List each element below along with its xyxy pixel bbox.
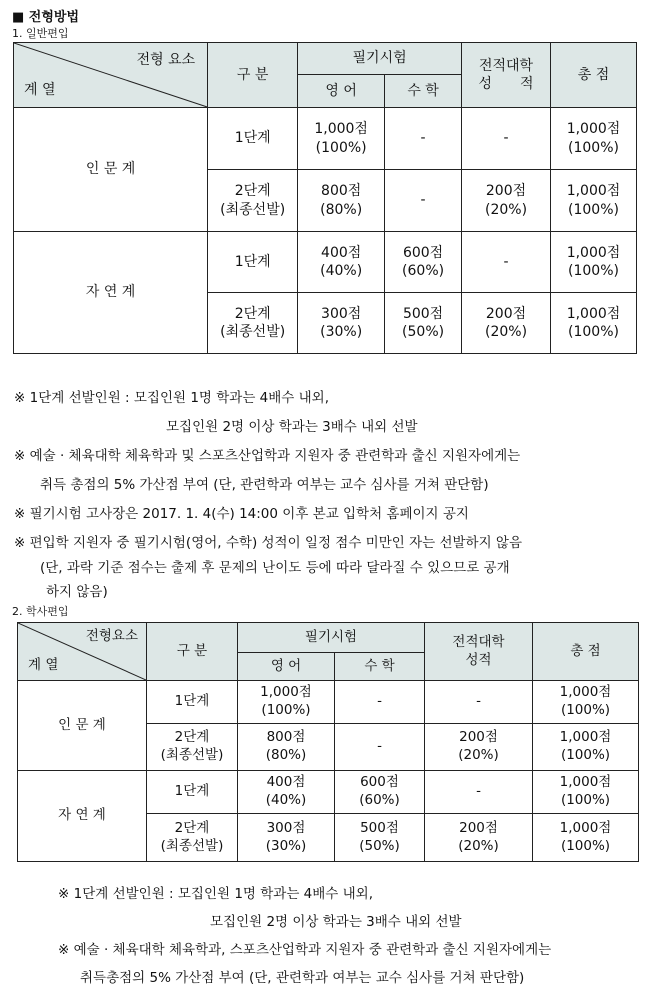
header-series: 계 열 — [24, 81, 56, 98]
stage-label: 1단계 — [234, 130, 271, 147]
stage-label: 1단계 — [234, 253, 271, 270]
math-score: - — [377, 693, 382, 710]
stage-label: 1단계 — [174, 693, 210, 710]
header-written-exam: 필기시험 — [238, 623, 425, 653]
header-prev-grades — [425, 623, 533, 681]
total-percent: (100%) — [560, 837, 611, 854]
stage-label: 2단계 — [234, 183, 271, 200]
note-line: ※ 1단계 선발인원 : 모집인원 1명 학과는 4배수 내외, — [58, 886, 373, 902]
english-percent: (100%) — [261, 702, 311, 718]
header-total: 총 점 — [533, 623, 639, 681]
math-percent: (60%) — [359, 792, 400, 808]
english-percent: (30%) — [265, 837, 307, 854]
total-score: 1,000점 — [559, 729, 612, 746]
english-score: 800점 — [321, 183, 362, 200]
stage-sub: (최종선발) — [220, 201, 286, 218]
math-percent: (50%) — [359, 837, 400, 854]
header-total: 총 점 — [551, 43, 637, 108]
header-division: 구 분 — [147, 623, 238, 681]
math-score: - — [420, 192, 426, 209]
english-score: 400점 — [266, 774, 306, 791]
header-factor: 전형 요소 — [136, 52, 196, 68]
stage-label: 2단계 — [174, 819, 210, 836]
general-transfer-table — [13, 42, 637, 354]
total-percent: (100%) — [568, 139, 619, 156]
english-score: 1,000점 — [314, 121, 368, 138]
bachelor-transfer-table — [17, 622, 639, 862]
total-percent: (100%) — [560, 747, 611, 763]
total-score: 1,000점 — [566, 183, 621, 200]
header-factor: 전형요소 — [85, 628, 138, 644]
header-series: 계 열 — [28, 657, 59, 674]
stage-label: 2단계 — [174, 729, 210, 746]
series-natural-sciences: 자 연 계 — [14, 232, 208, 354]
note-line: ※ 필기시험 고사장은 2017. 1. 4(수) 14:00 이후 본교 입학처 홈페이지 공지 — [14, 506, 469, 522]
prev-score: 200점 — [485, 305, 527, 322]
math-score: 500점 — [402, 305, 444, 322]
math-score: - — [377, 738, 382, 755]
total-percent: (100%) — [568, 201, 619, 218]
prev-percent: (20%) — [458, 837, 499, 854]
total-score: 1,000점 — [566, 244, 621, 261]
note-line: ※ 예술 · 체육대학 체육학과, 스포츠산업학과 지원자 중 관련학과 출신 지원자에게는 — [58, 942, 552, 958]
math-percent: (50%) — [402, 324, 445, 340]
note-line: ※ 편입학 지원자 중 필기시험(영어, 수학) 성적이 일정 점수 미만인 자는 선발하지 않음 — [14, 535, 522, 551]
header-math: 수 학 — [335, 653, 425, 681]
header-diagonal-cell — [18, 623, 147, 681]
total-percent: (100%) — [568, 263, 619, 279]
table-row — [14, 108, 637, 170]
prev-score: 200점 — [485, 183, 527, 200]
english-score: 300점 — [321, 305, 362, 322]
math-percent: (60%) — [402, 263, 445, 279]
prev-score: 200점 — [459, 819, 498, 836]
header-diagonal-cell — [14, 43, 208, 108]
header-prev-grades — [462, 43, 551, 108]
english-percent: (80%) — [265, 747, 307, 763]
total-score: 1,000점 — [566, 305, 621, 322]
total-percent: (100%) — [560, 792, 611, 808]
english-score: 300점 — [266, 819, 306, 836]
section-heading: ■ 전형방법 — [12, 10, 80, 25]
section1-subtitle: 1. 일반편입 — [12, 27, 69, 40]
prev-score: - — [476, 693, 481, 710]
header-prev-line1: 전적대학 — [478, 57, 534, 74]
math-score: - — [420, 130, 426, 147]
english-percent: (100%) — [315, 139, 367, 156]
english-score: 1,000점 — [260, 684, 312, 701]
stage-label: 1단계 — [174, 783, 210, 800]
english-percent: (40%) — [265, 792, 307, 808]
header-prev-line2: 성적 — [465, 651, 492, 668]
math-score: 600점 — [360, 774, 399, 791]
total-score: 1,000점 — [559, 684, 612, 701]
stage-sub: (최종선발) — [160, 837, 224, 854]
total-score: 1,000점 — [559, 819, 612, 836]
prev-percent: (20%) — [458, 747, 499, 763]
note-line: ※ 1단계 선발인원 : 모집인원 1명 학과는 4배수 내외, — [14, 390, 329, 406]
header-english: 영 어 — [238, 653, 335, 681]
total-percent: (100%) — [568, 324, 619, 340]
stage-sub: (최종선발) — [220, 324, 286, 340]
math-score: 600점 — [402, 244, 444, 261]
stage-label: 2단계 — [234, 305, 271, 322]
english-percent: (80%) — [320, 201, 363, 218]
english-score: 400점 — [321, 244, 362, 261]
english-score: 800점 — [266, 729, 306, 746]
series-natural-sciences: 자 연 계 — [18, 771, 147, 862]
prev-percent: (20%) — [484, 324, 528, 340]
section2-subtitle: 2. 학사편입 — [12, 605, 69, 618]
prev-score: - — [503, 253, 509, 270]
header-division: 구 분 — [208, 43, 298, 108]
english-percent: (40%) — [320, 263, 363, 279]
total-score: 1,000점 — [559, 774, 612, 791]
note-line: ※ 예술 · 체육대학 체육학과 및 스포츠산업학과 지원자 중 관련학과 출신 지원자에게는 — [14, 448, 521, 464]
note-line: 하지 않음) — [46, 584, 108, 600]
note-line: 모집인원 2명 이상 학과는 3배수 내외 선발 — [210, 914, 462, 930]
prev-percent: (20%) — [484, 201, 528, 218]
table-row — [18, 681, 639, 724]
total-percent: (100%) — [560, 702, 611, 718]
table-row — [18, 771, 639, 814]
note-line: 취득총점의 5% 가산점 부여 (단, 관련학과 여부는 교수 심사를 거쳐 판단함) — [80, 970, 525, 986]
header-math: 수 학 — [385, 75, 462, 108]
stage-sub: (최종선발) — [160, 747, 224, 763]
series-humanities: 인 문 계 — [18, 681, 147, 771]
prev-score: - — [476, 783, 481, 800]
header-prev-line1: 전적대학 — [452, 633, 505, 650]
table-row — [14, 232, 637, 293]
math-score: 500점 — [360, 819, 399, 836]
header-written-exam: 필기시험 — [298, 43, 462, 75]
prev-score: - — [503, 130, 509, 147]
note-line: (단, 과락 기준 점수는 출제 후 문제의 난이도 등에 따라 달라질 수 있으므로 공개 — [40, 560, 510, 576]
note-line: 모집인원 2명 이상 학과는 3배수 내외 선발 — [166, 419, 418, 435]
header-prev-line2: 성 적 — [478, 76, 534, 92]
note-line: 취득 총점의 5% 가산점 부여 (단, 관련학과 여부는 교수 심사를 거쳐 판단함) — [40, 477, 489, 493]
total-score: 1,000점 — [566, 121, 621, 138]
prev-score: 200점 — [459, 729, 498, 746]
english-percent: (30%) — [320, 324, 363, 340]
series-humanities: 인 문 계 — [14, 108, 208, 232]
header-english: 영 어 — [298, 75, 385, 108]
